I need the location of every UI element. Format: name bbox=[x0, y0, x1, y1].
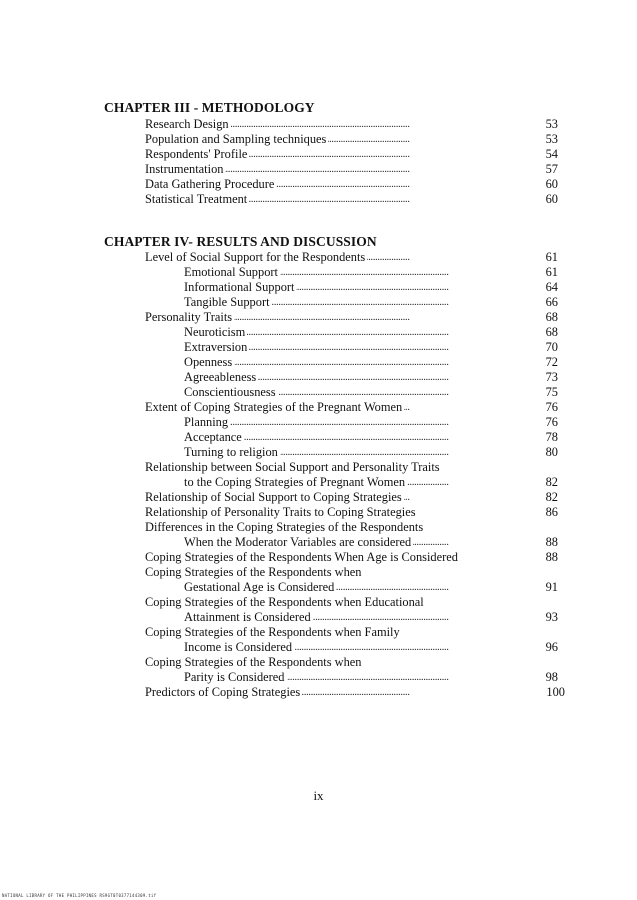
toc-entry-label: Respondents' Profile bbox=[145, 147, 248, 161]
toc-entry bbox=[145, 177, 558, 192]
toc-entry-label: Instrumentation bbox=[145, 162, 224, 176]
toc-entry-label: Income is Considered bbox=[184, 640, 293, 654]
toc-entry bbox=[184, 415, 558, 430]
toc-entry bbox=[184, 340, 558, 355]
toc-entry-continued: Coping Strategies of the Respondents when Family bbox=[145, 625, 400, 639]
toc-entry-page: 68 bbox=[543, 325, 558, 340]
toc-entry-label: Relationship of Social Support to Coping Strategies bbox=[145, 490, 402, 504]
toc-entry-page: 96 bbox=[543, 640, 558, 655]
toc-entry bbox=[184, 370, 558, 385]
toc-entry-page: 91 bbox=[543, 580, 558, 595]
toc-entry-page: 68 bbox=[543, 310, 558, 325]
toc-entry-page: 73 bbox=[543, 370, 558, 385]
toc-entry-label: Emotional Support bbox=[184, 265, 278, 279]
toc-entry-continued: Relationship between Social Support and Personality Traits bbox=[145, 460, 440, 474]
toc-entry-page: 82 bbox=[543, 490, 558, 505]
toc-entry-label: Neuroticism bbox=[184, 325, 246, 339]
toc-entry-continued: Differences in the Coping Strategies of the Respondents bbox=[145, 520, 424, 534]
toc-entry-page: 53 bbox=[543, 132, 558, 147]
toc-entry bbox=[184, 475, 558, 490]
toc-entry-label: Gestational Age is Considered bbox=[184, 580, 335, 594]
toc-entry-label: Personality Traits bbox=[145, 310, 233, 324]
toc-entry-page: 75 bbox=[543, 385, 558, 400]
toc-entry-page: 100 bbox=[543, 685, 565, 700]
toc-entry-label: Acceptance bbox=[184, 430, 242, 444]
toc-entry-label: When the Moderator Variables are considered bbox=[184, 535, 412, 549]
toc-entry bbox=[145, 132, 558, 147]
toc-entry-page: 61 bbox=[543, 250, 558, 265]
toc-entry-page: 98 bbox=[543, 670, 558, 685]
toc-entry-page: 88 bbox=[543, 550, 558, 565]
toc-entry-label: Statistical Treatment bbox=[145, 192, 248, 206]
toc-entry-page: 53 bbox=[543, 117, 558, 132]
toc-entry-page: 70 bbox=[543, 340, 558, 355]
toc-entry-label: Level of Social Support for the Respondents bbox=[145, 250, 366, 264]
toc-entry-label: Population and Sampling techniques bbox=[145, 132, 327, 146]
toc-entry bbox=[184, 580, 558, 595]
toc-entry-page: 80 bbox=[543, 445, 558, 460]
toc-entry bbox=[145, 400, 558, 415]
toc-entry bbox=[184, 265, 558, 280]
toc-entry-page: 93 bbox=[543, 610, 558, 625]
toc-entry bbox=[184, 535, 558, 550]
toc-entry bbox=[184, 280, 558, 295]
toc-entry-page: 88 bbox=[543, 535, 558, 550]
toc-entry bbox=[184, 640, 558, 655]
toc-entry-label: Relationship of Personality Traits to Coping Strategies bbox=[145, 505, 416, 519]
toc-entry-page: 78 bbox=[543, 430, 558, 445]
toc-entry-label: Predictors of Coping Strategies bbox=[145, 685, 301, 699]
toc-entry-label: Research Design bbox=[145, 117, 229, 131]
toc-entry-page: 72 bbox=[543, 355, 558, 370]
toc-entry-label: Parity is Considered bbox=[184, 670, 285, 684]
toc-entry bbox=[184, 610, 558, 625]
toc-entry bbox=[184, 295, 558, 310]
chapter-4-heading: CHAPTER IV- RESULTS AND DISCUSSION bbox=[104, 234, 377, 249]
toc-entry-label: Openness bbox=[184, 355, 233, 369]
toc-entry-label: Data Gathering Procedure bbox=[145, 177, 275, 191]
scan-footer: NATIONAL LIBRARY OF THE PHILIPPINES RS9GT0T0377144309.tif bbox=[2, 893, 157, 898]
toc-entry-label: Extent of Coping Strategies of the Pregnant Women bbox=[145, 400, 403, 414]
toc-entry-page: 61 bbox=[543, 265, 558, 280]
toc-entry-continued: Coping Strategies of the Respondents when Educational bbox=[145, 595, 424, 609]
toc-entry-page: 82 bbox=[543, 475, 558, 490]
toc-entry-label: Informational Support bbox=[184, 280, 295, 294]
toc-entry-page: 54 bbox=[543, 147, 558, 162]
toc-entry bbox=[184, 355, 558, 370]
toc-entry bbox=[145, 147, 558, 162]
toc-entry-label: to the Coping Strategies of Pregnant Women bbox=[184, 475, 406, 489]
toc-entry-label: Attainment is Considered bbox=[184, 610, 311, 624]
toc-entry-continued: Coping Strategies of the Respondents when bbox=[145, 565, 362, 579]
toc-entry-label: Tangible Support bbox=[184, 295, 270, 309]
toc-entry-page: 64 bbox=[543, 280, 558, 295]
toc-entry bbox=[145, 162, 558, 177]
toc-entry-continued: Coping Strategies of the Respondents when bbox=[145, 655, 362, 669]
toc-entry bbox=[145, 505, 558, 520]
toc-entry-label: Coping Strategies of the Respondents When Age is Considered bbox=[145, 550, 458, 564]
toc-entry-label: Agreeableness bbox=[184, 370, 257, 384]
toc-entry-page: 66 bbox=[543, 295, 558, 310]
toc-entry bbox=[184, 445, 558, 460]
toc-entry bbox=[145, 117, 558, 132]
chapter-3-heading: CHAPTER III - METHODOLOGY bbox=[104, 100, 315, 115]
toc-entry-page: 60 bbox=[543, 192, 558, 207]
toc-entry bbox=[145, 310, 558, 325]
toc-entry-label: Extraversion bbox=[184, 340, 248, 354]
toc-entry bbox=[184, 385, 558, 400]
toc-entry-page: 76 bbox=[543, 415, 558, 430]
toc-entry bbox=[145, 192, 558, 207]
toc-entry-label: Conscientiousness bbox=[184, 385, 276, 399]
toc-entry-page: 57 bbox=[543, 162, 558, 177]
toc-entry bbox=[145, 250, 558, 265]
page-number: ix bbox=[313, 788, 324, 803]
toc-entry bbox=[184, 670, 558, 685]
toc-entry-label: Planning bbox=[184, 415, 229, 429]
toc-entry-page: 76 bbox=[543, 400, 558, 415]
toc-entry-page: 60 bbox=[543, 177, 558, 192]
toc-entry bbox=[145, 490, 558, 505]
toc-entry-page: 86 bbox=[543, 505, 558, 520]
toc-entry bbox=[145, 550, 558, 565]
toc-entry bbox=[184, 325, 558, 340]
toc-entry bbox=[184, 430, 558, 445]
toc-entry-label: Turning to religion bbox=[184, 445, 278, 459]
toc-entry bbox=[145, 685, 565, 700]
